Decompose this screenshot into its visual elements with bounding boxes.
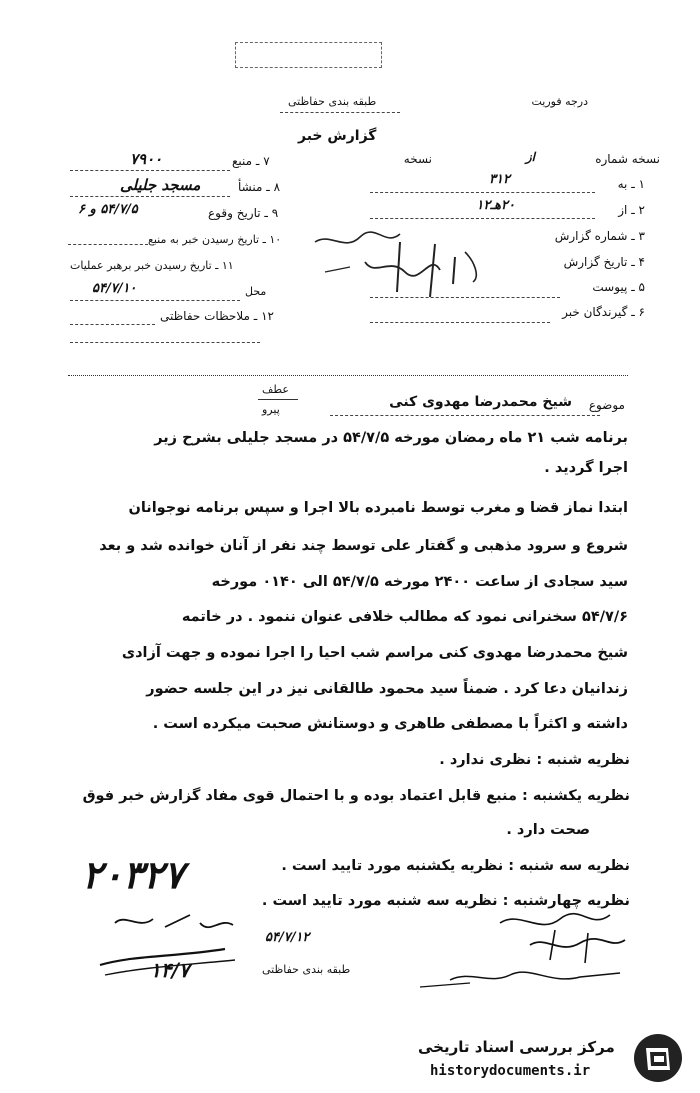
opinion-line: نظریه یکشنبه : منبع قابل اعتماد بوده و با احتمال قوی مفاد گزارش خبر فوق	[82, 788, 630, 804]
field-place-line	[70, 300, 240, 301]
body-line: ابتدا نماز قضا و مغرب توسط نامبرده بالا اجرا و سپس برنامه نوجوانان	[128, 500, 628, 516]
footer-classification-label: طبقه بندی حفاظتی	[262, 963, 351, 976]
classification-label: طبقه بندی حفاظتی	[288, 95, 377, 108]
body-line: برنامه شب ۲۱ ماه رمضان مورخه ۵۴/۷/۵ در مسجد جلیلی بشرح زیر	[154, 430, 628, 446]
body-line: اجرا گردید .	[544, 460, 628, 476]
subject-line	[330, 415, 600, 416]
field-security-notes-label: ۱۲ ـ ملاحظات حفاظتی	[160, 309, 274, 323]
body-line: داشته و اکثراً با مصطفی طاهری و دوستانش صحبت میکرده است .	[152, 716, 628, 732]
field-report-no-label: ۳ ـ شماره گزارش	[554, 229, 645, 243]
field-report-date-label: ۴ ـ تاریخ گزارش	[563, 255, 645, 269]
urgency-label: درجه فوریت	[531, 95, 588, 108]
field-copy-suffix: نسخه	[403, 152, 432, 166]
field-source-line	[70, 170, 230, 171]
field-occurrence-label: ۹ ـ تاریخ وقوع	[208, 206, 279, 220]
field-from-value: ۲۰هـ۱۲	[476, 198, 515, 213]
field-to-line	[370, 192, 595, 193]
field-received-source-line	[68, 244, 148, 245]
field-received-source-label: ۱۰ ـ تاریخ رسیدن خبر به منبع	[148, 233, 282, 246]
section-divider	[68, 375, 628, 376]
field-place-label: محل	[245, 285, 267, 298]
field-to-label: ۱ ـ به	[617, 177, 645, 191]
opinion-line: نظریه سه شنبه : نظریه یکشنبه مورد تایید است .	[281, 858, 630, 874]
field-occurrence-value: ۵۴/۷/۵ و ۶	[78, 202, 138, 217]
opinion-line: نظریه شنبه : نظری ندارد .	[439, 752, 630, 768]
handwritten-scribble	[305, 222, 515, 312]
field-origin-line	[70, 196, 230, 197]
watermark-url: historydocuments.ir	[430, 1063, 591, 1079]
field-recipients-line	[370, 322, 550, 323]
date-note: ۵۴/۷/۱۲	[265, 930, 310, 945]
classification-line	[280, 112, 400, 113]
field-source-value: ۷۹۰۰	[130, 150, 163, 168]
field-from-label: ۲ ـ از	[618, 203, 645, 217]
subject-value: شیخ محمدرضا مهدوی کنی	[389, 394, 572, 410]
handwritten-note: ۱۴/۷	[150, 958, 190, 982]
field-copy-label: نسخه شماره	[595, 152, 660, 166]
field-origin-value: مسجد جلیلی	[120, 176, 201, 194]
handwritten-number: ۲۰۳۲۷	[82, 852, 185, 897]
page-title: گزارش خبر	[298, 128, 377, 144]
field-to-value: ۳۱۲	[489, 172, 510, 187]
subject-label: موضوع	[588, 398, 625, 412]
archive-logo-icon	[632, 1032, 684, 1084]
watermark-title: مرکز بررسی اسناد تاریخی	[418, 1038, 615, 1056]
atf-label: عطف	[262, 383, 289, 396]
atf-line	[258, 399, 298, 400]
body-line: سید سجادی از ساعت ۲۴۰۰ مورخه ۵۴/۷/۵ الی ۰۱۴۰ مورخه	[211, 574, 628, 590]
field-source-label: ۷ ـ منبع	[232, 154, 270, 168]
field-recipients-label: ۶ ـ گیرندگان خبر	[562, 305, 645, 319]
field-from-line	[370, 218, 595, 219]
body-line: زندانیان دعا کرد . ضمناً سید محمود طالقانی نیز در این جلسه حضور	[146, 681, 628, 697]
body-line: شروع و سرود مذهبی و گفتار علی توسط چند نفر از آنان خوانده شد و بعد	[99, 538, 628, 554]
handwritten-signature-right	[410, 905, 640, 1005]
field-origin-label: ۸ ـ منشأ	[238, 180, 281, 194]
body-line: شیخ محمدرضا مهدوی کنی مراسم شب احیا را اجرا نموده و جهت آزادی	[121, 645, 628, 661]
field-place-value: ۵۴/۷/۱۰	[92, 281, 137, 296]
field-security-notes-line	[70, 324, 155, 325]
field-received-leader-label: ۱۱ ـ تاریخ رسیدن خبر برهبر عملیات	[70, 259, 234, 272]
opinion-line: صحت دارد .	[506, 822, 590, 838]
field-attachment-label: ۵ ـ پیوست	[592, 280, 645, 294]
field-extra-line	[70, 342, 260, 343]
field-copy-value: از	[525, 150, 535, 164]
body-line: ۵۴/۷/۶ سخنرانی نمود که مطالب خلافی عنوان ننمود . در خاتمه	[181, 609, 628, 625]
peyro-label: پیرو	[262, 403, 280, 416]
opinion-line: نظریه چهارشنبه : نظریه سه شنبه مورد تایید است .	[261, 893, 630, 909]
stamp-box	[235, 42, 382, 68]
